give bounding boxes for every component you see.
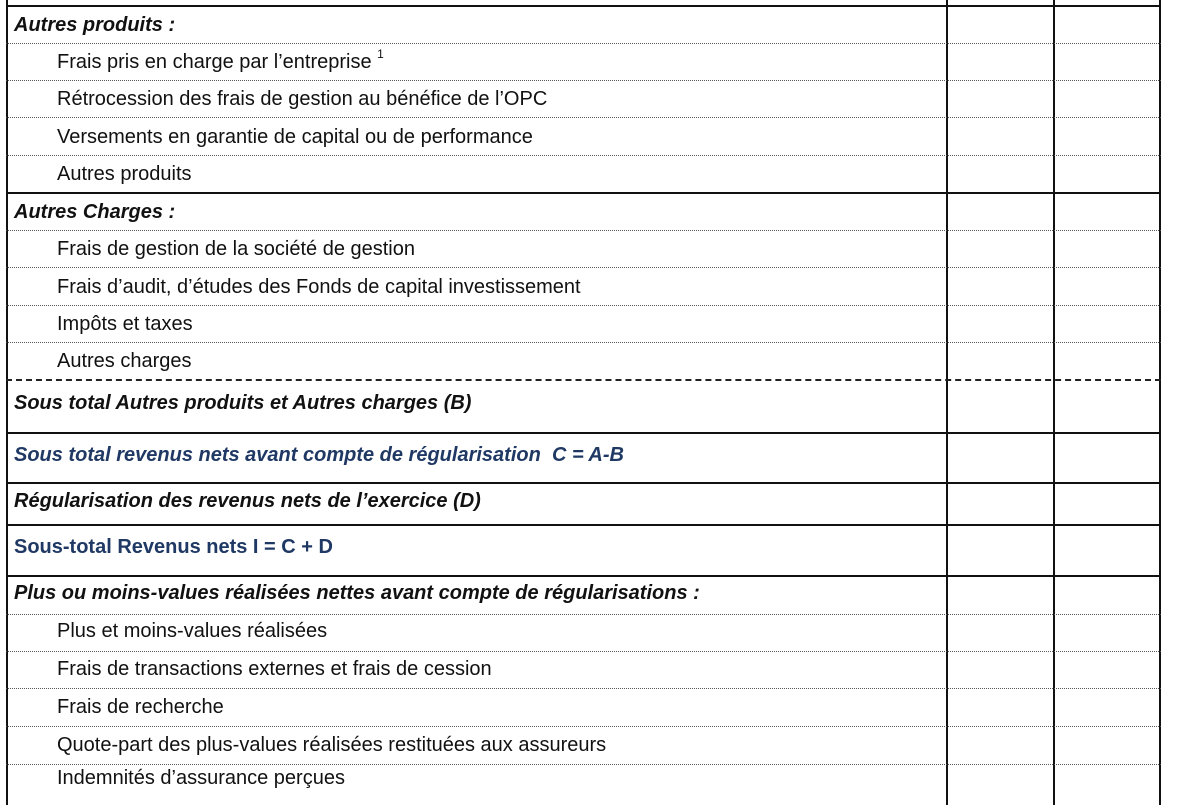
table-row	[6, 688, 946, 725]
row-label: Frais de recherche	[57, 696, 224, 718]
row-label: Plus ou moins-values réalisées nettes avant compte de régularisations :	[14, 582, 700, 604]
row-label: Frais pris en charge par l’entreprise	[57, 51, 372, 73]
table-row	[6, 764, 946, 796]
section-header-autres-charges	[6, 192, 946, 230]
row-label: Autres Charges :	[14, 201, 176, 223]
column-divider-1	[946, 0, 948, 805]
table-row	[6, 230, 946, 267]
row-label: Versements en garantie de capital ou de performance	[57, 126, 533, 148]
table-row	[6, 155, 946, 192]
row-label: Sous-total Revenus nets I = C + D	[14, 536, 333, 558]
table-row	[6, 305, 946, 342]
row-label: Plus et moins-values réalisées	[57, 620, 328, 642]
footnote-marker: 1	[377, 47, 384, 62]
table-row	[6, 342, 946, 379]
regularisation-row-d	[6, 482, 946, 519]
formula: C = A-B	[551, 444, 624, 466]
row-label: Autres charges	[57, 350, 192, 372]
table-row	[6, 267, 946, 305]
row-label: Sous total revenus nets avant compte de régularisation	[14, 444, 541, 466]
row-label: Impôts et taxes	[57, 313, 193, 335]
row-label: Sous total Autres produits et Autres charges (B)	[14, 392, 472, 414]
row-label: Quote-part des plus-values réalisées restituées aux assureurs	[57, 734, 607, 756]
row-label: Frais de transactions externes et frais de cession	[57, 658, 492, 680]
subtotal-row-c	[6, 432, 946, 473]
row-label: Régularisation des revenus nets de l’exercice (D)	[14, 490, 481, 512]
table-row	[6, 43, 946, 80]
row-label: Frais d’audit, d’études des Fonds de capital investissement	[57, 276, 581, 298]
table-row	[6, 614, 946, 649]
table-border-right	[1159, 0, 1161, 805]
table-row	[6, 80, 946, 117]
table-row	[6, 117, 946, 155]
section-header-autres-produits	[6, 5, 946, 43]
row-label-wrap	[14, 444, 624, 467]
row-label: Rétrocession des frais de gestion au bénéfice de l’OPC	[57, 88, 548, 110]
row-label: Autres produits	[57, 163, 192, 185]
income-statement-table	[6, 0, 1161, 805]
table-row	[6, 651, 946, 687]
table-row	[6, 726, 946, 763]
column-divider-2	[1053, 0, 1055, 805]
subtotal-row-b	[6, 379, 946, 421]
row-label: Frais de gestion de la société de gestion	[57, 238, 415, 260]
section-header-plus-moins-values	[6, 575, 946, 611]
subtotal-row-i	[6, 524, 946, 565]
row-label-wrap	[57, 47, 384, 74]
row-label: Autres produits :	[14, 14, 176, 36]
row-label: Indemnités d’assurance perçues	[57, 767, 345, 789]
